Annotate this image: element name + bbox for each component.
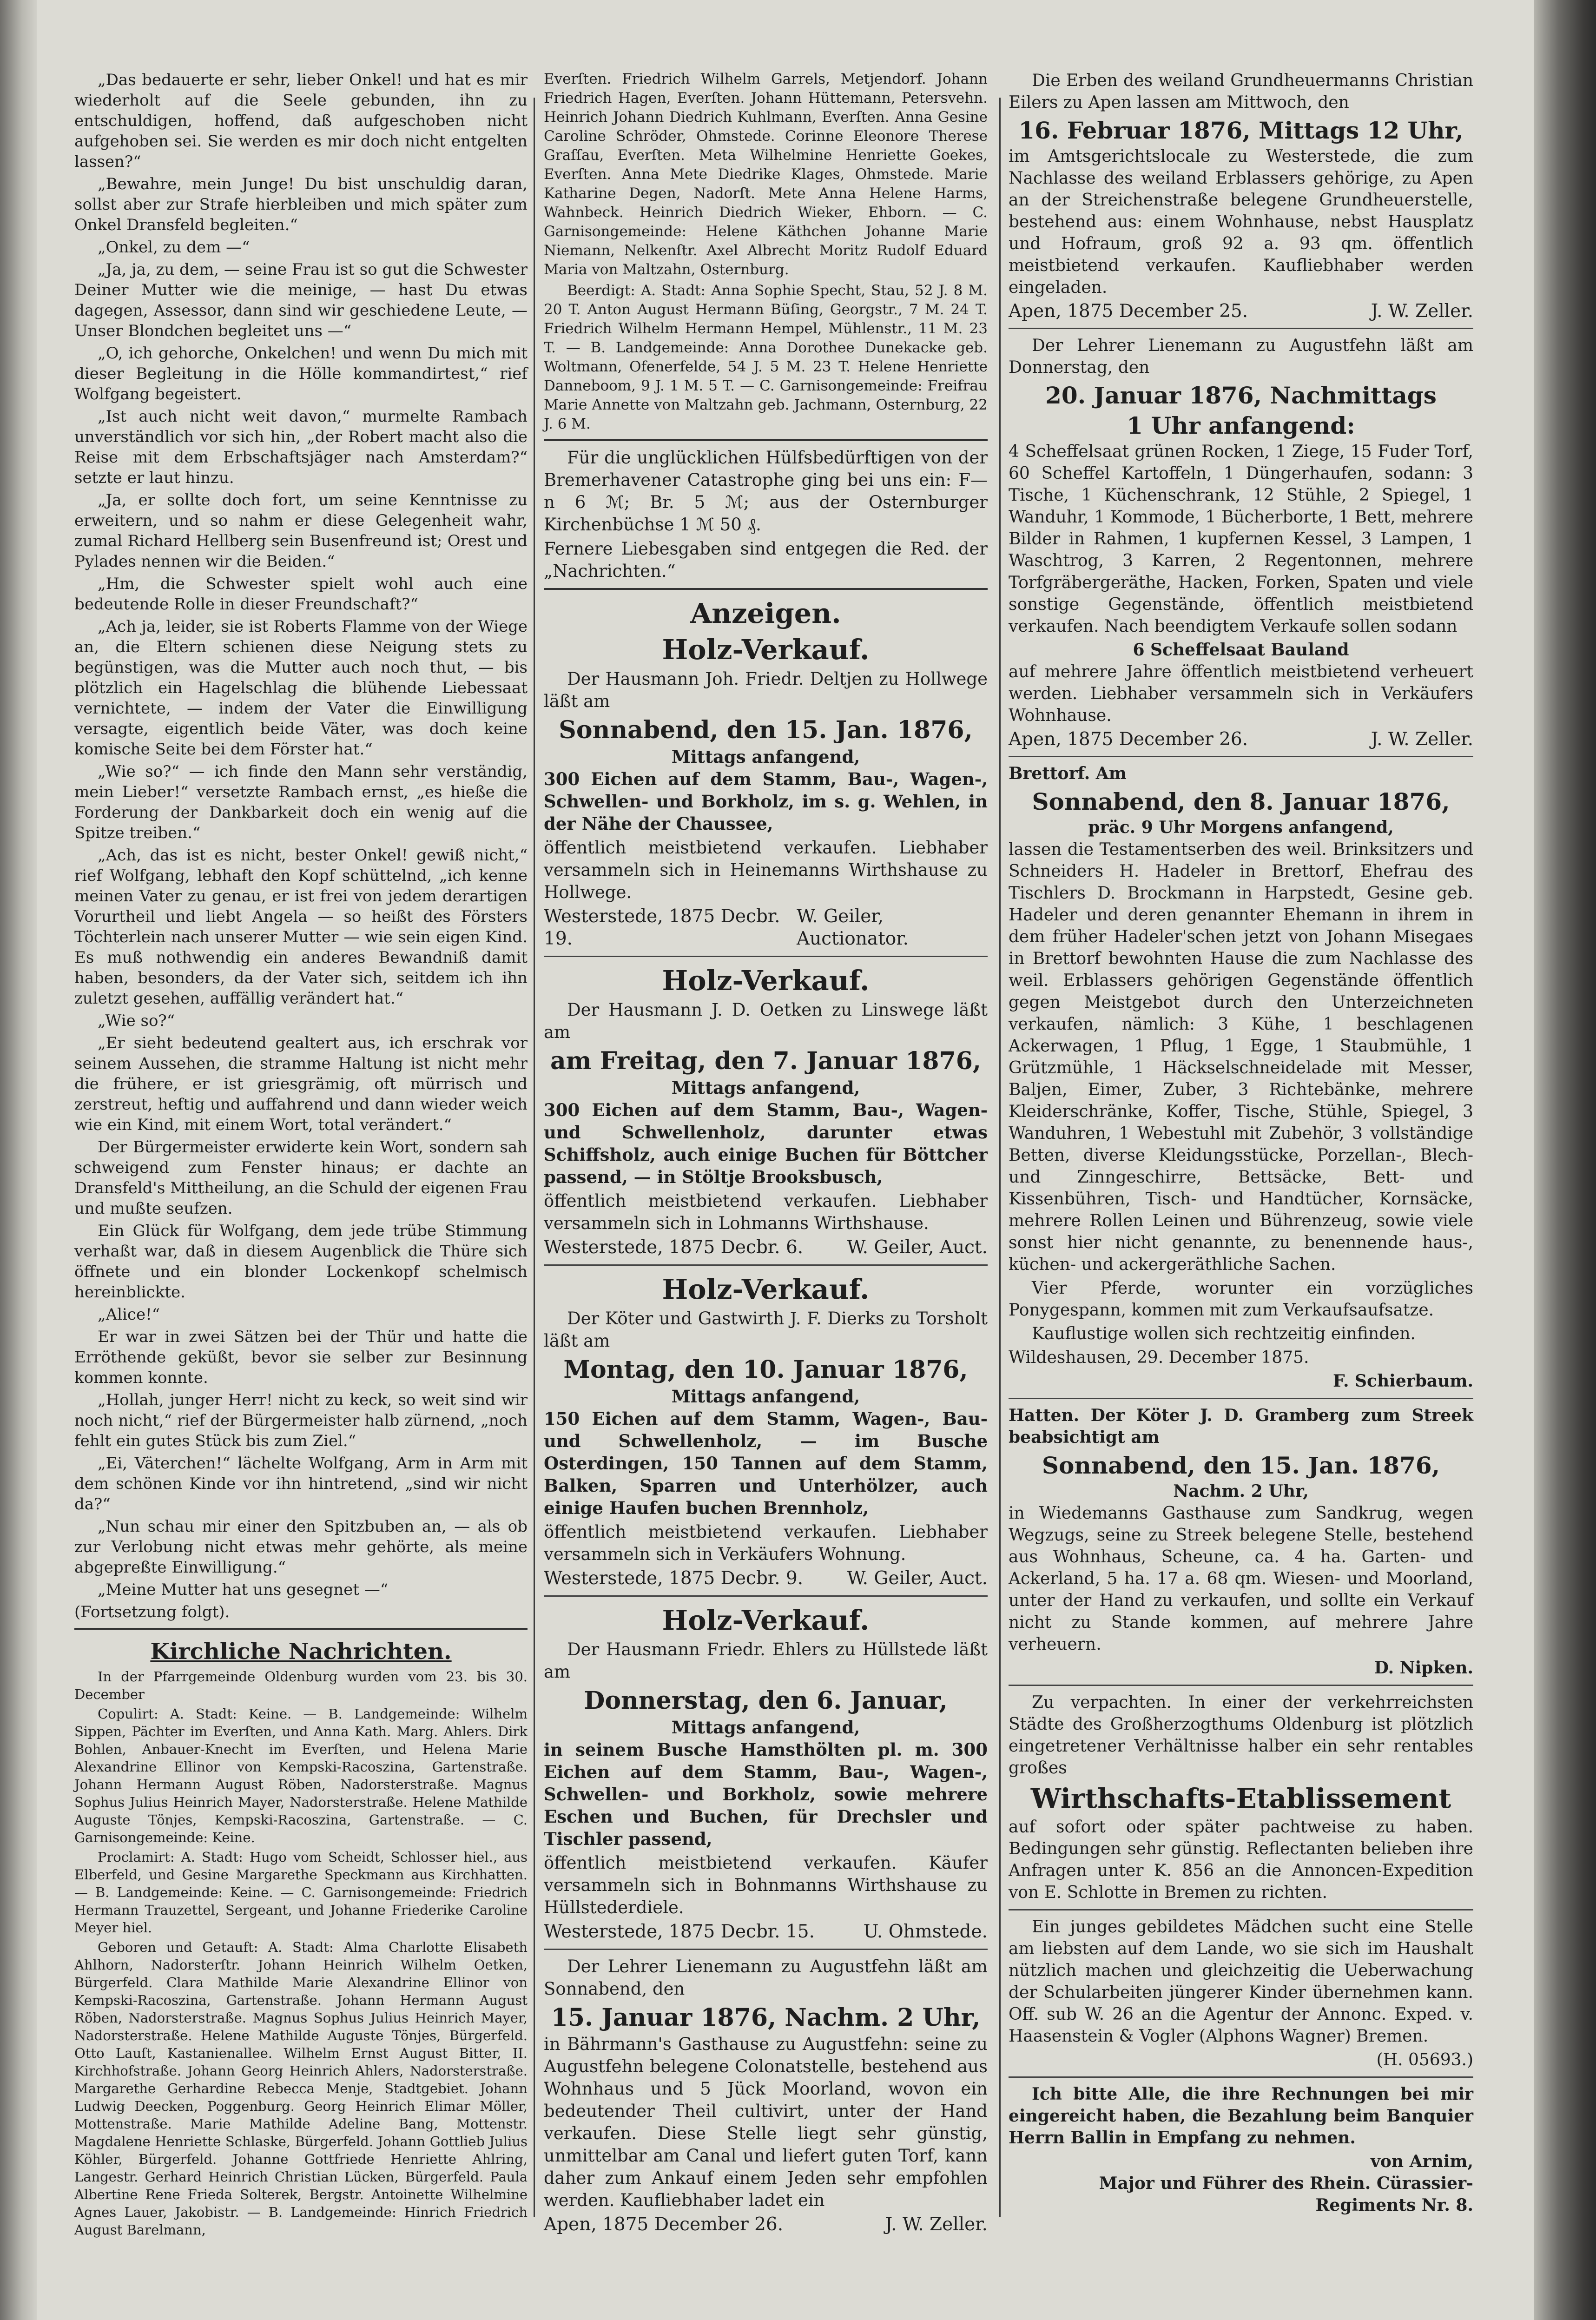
ad-place-date: Apen, 1875 December 25. bbox=[1009, 301, 1248, 322]
ad-time: 1 Uhr anfangend: bbox=[1127, 412, 1355, 439]
ad-goods: in seinem Busche Hamsthölten pl. m. 300 Eichen auf dem Stamm, Bau-, Wagen-, Schwellen- und Borkholz, sowie mehrere Eschen und Buchen, für Drechsler und Tischler passend, bbox=[544, 1739, 988, 1849]
story-paragraph: „Wie so?“ — ich finde den Mann sehr verständig, mein Lieber!“ versetzte Rambach ernst, „es hieße die Forderung der Dankbarkeit doch ein wenig auf die Spitze treiben.“ bbox=[74, 762, 528, 842]
ad-signature: D. Nipken. bbox=[1374, 1658, 1473, 1678]
ad-signature: W. Geiler, Auct. bbox=[847, 1237, 988, 1258]
ad-separator bbox=[1009, 1909, 1473, 1910]
ad-goods: 300 Eichen auf dem Stamm, Bau-, Wagen-, Schwellen- und Borkholz, im s. g. Wehlen, in der Nähe der Chaussee, bbox=[544, 769, 988, 834]
column-rule bbox=[534, 98, 535, 2217]
ad-intro: Der Hausmann Friedr. Ehlers zu Hüllstede läßt am bbox=[544, 1639, 988, 1682]
ad-place-date: Apen, 1875 December 26. bbox=[544, 2214, 784, 2235]
ad-code: (H. 05693.) bbox=[1376, 2050, 1473, 2069]
ad-title: Holz-Verkauf. bbox=[662, 1604, 870, 1636]
ad-body: Ein junges gebildetes Mädchen sucht eine Stelle am liebsten auf dem Lande, wo sie sich im Haushalt nützlich machen und gleichzeitig die Ueberwachung der Schularbeiten jüngerer Kinder übernehmen kann. Off. sub W. 26 an die Agentur der Annonc. Exped. v. Haasenstein & Vogler (Alphons Wagner) Bremen. bbox=[1009, 1917, 1473, 2046]
section-rule bbox=[544, 588, 988, 590]
ad-body: öffentlich meistbietend verkaufen. Liebhaber versammeln sich in Heinemanns Wirthshause zu Hollwege. bbox=[544, 838, 988, 902]
ad-date: Donnerstag, den 6. Januar, bbox=[584, 1686, 948, 1715]
ad-time: Mittags anfangend, bbox=[671, 1386, 860, 1407]
ad-body: im Amtsgerichtslocale zu Westerstede, die zum Nachlasse des weiland Erblassers gehörige, zu Apen an der Streichenstraße belegene Grundheuerstelle, bestehend aus: einem Wohnhause, nebst Hausplatz und Hofraum, groß 92 a. 93 qm. öffentlich meistbietend verkaufen. Kaufliebhaber werden eingeladen. bbox=[1009, 147, 1473, 297]
ad-body: öffentlich meistbietend verkaufen. Liebhaber versammeln sich in Verkäufers Wohnung. bbox=[544, 1522, 988, 1564]
ad-eilers-grundheuerstelle bbox=[1009, 70, 1473, 322]
ad-separator bbox=[1009, 2076, 1473, 2078]
story-paragraph: „Wie so?“ bbox=[98, 1011, 175, 1030]
donation-footer: Fernere Liebesgaben sind entgegen die Red. der „Nachrichten.“ bbox=[544, 539, 988, 581]
section-rule bbox=[544, 439, 988, 441]
church-paragraph: Copulirt: A. Stadt: Keine. — B. Landgemeinde: Wilhelm Sippen, Pächter im Everſten, und Anna Kath. Marg. Ahlers. Dirk Bohlen, Anbauer-Knecht im Everſten, und Helena Marie Alexandrine Ellinor von Kempski-Racoszina, Gartenstraße. Johann Hermann August Röben, Nadorsterstraße. Magnus Sophus Julius Heinrich Mayer, Nadorsterstraße. Helene Mathilde Auguste Tönjes, Kempski-Racoszina, Gartenstraße. — C. Garnisongemeinde: Keine. bbox=[74, 1706, 528, 1845]
ad-body-2: auf mehrere Jahre öffentlich meistbietend verheuert werden. Liebhaber versammeln sich in Verkäufers Wohnhause. bbox=[1009, 662, 1473, 725]
ad-signature: J. W. Zeller. bbox=[1371, 301, 1473, 322]
ad-separator bbox=[544, 1595, 988, 1597]
church-paragraph: Everſten. Friedrich Wilhelm Garrels, Metjendorf. Johann Friedrich Hagen, Everſten. Johann Hüttemann, Petersvehn. Heinrich Johann Diedrich Kuhlmann, Everſten. Anna Gesine Caroline Schröder, Ohmstede. Corinne Eleonore Therese Graſſau, Everſten. Meta Wilhelmine Henriette Goekes, Everſten. Anna Mete Diedrike Klages, Ohmstede. Marie Katharine Degen, Nadorſt. Mete Anna Helene Harms, Wahnbeck. Heinrich Diedrich Wieker, Ehborn. — C. Garnisongemeinde: Helene Käthchen Johanne Marie Niemann, Nelkenſtr. Axel Albrecht Moritz Rudolf Eduard Maria von Maltzahn, Osternburg. bbox=[544, 71, 988, 278]
ad-body: 4 Scheffelsaat grünen Rocken, 1 Ziege, 15 Fuder Torf, 60 Scheffel Kartoffeln, 1 Düngerhaufen, sodann: 3 Tische, 1 Küchenschrank, 12 Stühle, 2 Spiegel, 1 Wanduhr, 1 Kommode, 1 Bücherborte, 1 Bett, mehrere Bilder in Rahmen, 1 kupfernen Kessel, 3 Lampen, 1 Waschtrog, 3 Karren, 2 Regentonnen, mehrere Torfgräbergeräthe, Hacken, Forken, Spaten und viele sonstige Gegenstände, öffentlich meistbietend verkaufen. Nach beendigtem Verkaufe sollen sodann bbox=[1009, 442, 1473, 636]
story-paragraph: „Nun schau mir einer den Spitzbuben an, — als ob zur Verlobung nicht etwas mehr gehörte, als meine abgepreßte Einwilligung.“ bbox=[74, 1517, 528, 1577]
ad-body: Ich bitte Alle, die ihre Rechnungen bei mir eingereicht haben, die Bezahlung beim Banquier Herrn Ballin in Empfang zu nehmen. bbox=[1009, 2084, 1473, 2148]
story-paragraph: Der Bürgermeister erwiderte kein Wort, sondern sah schweigend zum Fenster hinaus; er dachte an Dransfeld's Mittheilung, an die Schuld der eigenen Frau und mußte seufzen. bbox=[74, 1138, 528, 1218]
ad-date: 16. Februar 1876, Mittags 12 Uhr, bbox=[1018, 117, 1464, 144]
ad-goods: 300 Eichen auf dem Stamm, Bau-, Wagen- und Schwellenholz, darunter etwas Schiffsholz, auch einige Buchen für Böttcher passend, — in Stöltje Brooksbusch, bbox=[544, 1100, 988, 1187]
ad-date: Montag, den 10. Januar 1876, bbox=[563, 1355, 968, 1384]
ad-body: in Wiedemanns Gasthause zum Sandkrug, wegen Wegzugs, seine zu Streek belegene Stelle, bestehend aus Wohnhaus, Scheune, ca. 4 ha. Garten- und Ackerland, 5 ha. 17 a. 68 qm. Wiesen- und Moorland, unter der Hand zu verkaufen, und sollte ein Verkauf nicht zu Stande kommen, auf mehrere Jahre verheuern. bbox=[1009, 1504, 1473, 1654]
ad-extra: 6 Scheffelsaat Bauland bbox=[1133, 640, 1349, 660]
ad-von-arnim bbox=[1009, 2083, 1473, 2216]
ads-heading: Anzeigen. bbox=[690, 597, 841, 629]
burials-paragraph: Beerdigt: A. Stadt: Anna Sophie Specht, Stau, 52 J. 8 M. 20 T. Anton August Hermann Büſing, Georgstr., 7 M. 24 T. Friedrich Wilhelm Hermann Hempel, Mühlenstr., 11 M. 23 T. — B. Landgemeinde: Anna Dorothee Dunekacke geb. Woltmann, Ofenerfelde, 54 J. 5 M. 23 T. Helene Henriette Danneboom, 9 J. 1 M. 5 T. — C. Garnisongemeinde: Freifrau Marie Annette von Maltzahn geb. Jachmann, Osternburg, 22 J. 6 M. bbox=[544, 282, 988, 432]
ad-time: präc. 9 Uhr Morgens anfangend, bbox=[1088, 818, 1394, 837]
ad-place-date: Westerstede, 1875 Decbr. 6. bbox=[544, 1237, 804, 1258]
ad-holz-verkauf-3 bbox=[544, 1271, 988, 1590]
ad-signature: J. W. Zeller. bbox=[1371, 729, 1473, 750]
ad-separator bbox=[1009, 756, 1473, 757]
story-paragraph: „Alice!“ bbox=[98, 1305, 160, 1324]
ad-body: auf sofort oder später pachtweise zu haben. Bedingungen sehr günstig. Reflectanten belieben ihre Anfragen unter K. 856 an die Annoncen-Expedition von E. Schlotte in Bremen zu richten. bbox=[1009, 1818, 1473, 1902]
ad-body-2: Kauflustige wollen sich rechtzeitig einfinden. bbox=[1032, 1324, 1416, 1343]
section-rule bbox=[74, 1628, 528, 1630]
story-paragraph: „Ist auch nicht weit davon,“ murmelte Rambach unverständlich vor sich hin, „der Robert macht also die Reise mit dem Erbschaftsjäger nach Amsterdam?“ setzte er laut hinzu. bbox=[74, 407, 528, 487]
ad-separator bbox=[544, 956, 988, 957]
story-paragraph: „Das bedauerte er sehr, lieber Onkel! und hat es mir wiederholt auf die Seele gebunden, ihn zu entschuldigen, hoffend, daß aufgeschoben nicht aufgehoben sei. Sie werden es mir doch nicht entgelten lassen?“ bbox=[74, 71, 528, 171]
story-paragraph: Ein Glück für Wolfgang, dem jede trübe Stimmung verhaßt war, daß in diesem Augenblick die Thüre sich öffnete und ein blonder Lockenkopf schelmisch hereinblickte. bbox=[74, 1222, 528, 1302]
story-paragraph: „Ei, Väterchen!“ lächelte Wolfgang, Arm in Arm mit dem schönen Kinde vor ihn hintretend, „sind wir nicht da?“ bbox=[74, 1454, 528, 1514]
ad-signature: F. Schierbaum. bbox=[1333, 1371, 1473, 1391]
church-news-heading: Kirchliche Nachrichten. bbox=[150, 1639, 452, 1665]
church-news bbox=[74, 1668, 528, 2239]
ad-signature: J. W. Zeller. bbox=[885, 2214, 988, 2235]
ad-goods: 150 Eichen auf dem Stamm, Wagen-, Bau- und Schwellenholz, — im Busche Osterdingen, 150 Tannen auf dem Stamm, Balken, Sparren und Unterhölzer, auch einige Haufen buchen Brennholz, bbox=[544, 1408, 988, 1518]
ad-place-date: Wildeshausen, 29. December 1875. bbox=[1009, 1348, 1309, 1367]
ad-date: am Freitag, den 7. Januar 1876, bbox=[550, 1047, 981, 1075]
ad-body: in Bährmann's Gasthause zu Augustfehn: seine zu Augustfehn belegene Colonatstelle, bestehend aus Wohnhaus und 5 Jück Moorland, wovon ein bedeutender Theil cultivirt, unter der Hand verkaufen. Diese Stelle liegt sehr günstig, unmittelbar am Canal und liefert guten Torf, kann daher zum Ankauf einem Jeden sehr empfohlen werden. Kaufliebhaber ladet ein bbox=[544, 2034, 988, 2210]
continuation-note: (Fortsetzung folgt). bbox=[74, 1603, 230, 1621]
ad-place-date: Westerstede, 1875 Decbr. 9. bbox=[544, 1568, 804, 1589]
ad-place-date: Apen, 1875 December 26. bbox=[1009, 729, 1248, 750]
ad-time: Mittags anfangend, bbox=[671, 1077, 860, 1098]
ad-signature: U. Ohmstede. bbox=[863, 1921, 988, 1942]
story-paragraph: „Ach, das ist es nicht, bester Onkel! gewiß nicht,“ rief Wolfgang, lebhaft den Kopf schüttelnd, „ich kenne meinen Vater zu genau, er ist frei von jedem derartigen Vorurtheil und liebt Angela — so heißt des Försters Töchterlein nach unserer Mutter — wie sein eigen Kind. Es muß nothwendig ein anderes Bewandniß damit haben, besonders, da der Vater sich, seitdem ich ihn zuletzt gesehen, auffällig verändert hat.“ bbox=[74, 846, 528, 1008]
ad-signature: W. Geiler, Auctionator. bbox=[796, 906, 909, 949]
story-paragraph: „O, ich gehorche, Onkelchen! und wenn Du mich mit dieser Begleitung in die Hölle kommandirtest,“ rief Wolfgang begeistert. bbox=[74, 344, 528, 403]
ad-lienemann-auction bbox=[1009, 335, 1473, 750]
ad-body: öffentlich meistbietend verkaufen. Käufer versammeln sich in Bohnmanns Wirthshause zu Hüllstederdiele. bbox=[544, 1853, 988, 1917]
column-1 bbox=[74, 70, 528, 2241]
story-paragraph: „Meine Mutter hat uns gesegnet —“ bbox=[98, 1580, 389, 1599]
ad-place-date: Westerstede, 1875 Decbr. 19. bbox=[544, 906, 780, 949]
ad-holz-verkauf-2 bbox=[544, 963, 988, 1259]
ad-date: Sonnabend, den 8. Januar 1876, bbox=[1032, 788, 1450, 815]
ad-time: Mittags anfangend, bbox=[671, 747, 860, 767]
church-paragraph: Proclamirt: A. Stadt: Hugo vom Scheidt, Schlosser hiel., aus Elberfeld, und Gesine Margarethe Speckmann aus Kirchhatten. — B. Landgemeinde: Keine. — C. Garnisongemeinde: Friedrich Hermann Trauzettel, Sergeant, und Johanne Friederike Caroline Meyer hiel. bbox=[74, 1849, 528, 1936]
binding-edge-right bbox=[1534, 0, 1596, 2320]
ad-signature: von Arnim, bbox=[1370, 2152, 1473, 2171]
ad-title: Holz-Verkauf. bbox=[662, 1273, 870, 1305]
story-paragraph: „Ja, er sollte doch fort, um seine Kenntnisse zu erweitern, und so nahm er diese Gelegenheit wahr, zumal Richard Hellberg sein Busenfreund ist; Orest und Pylades nennen wir die Beiden.“ bbox=[74, 491, 528, 571]
column-3 bbox=[1009, 70, 1473, 2216]
story-paragraph: „Ja, ja, zu dem, — seine Frau ist so gut die Schwester Deiner Mutter wie die meinige, — hast Du etwas dagegen, Assessor, dann sind wir geschiedene Leute, — Unser Blondchen begleitet uns —“ bbox=[74, 260, 528, 340]
story-paragraph: „Hollah, junger Herr! nicht zu keck, so weit sind wir noch nicht,“ rief der Bürgermeister halb zürnend, „noch fehlt ein gutes Stück bis zum Ziel.“ bbox=[74, 1391, 528, 1450]
ad-intro: Der Hausmann Joh. Friedr. Deltjen zu Hollwege läßt am bbox=[544, 669, 988, 711]
binding-edge-left bbox=[0, 0, 37, 2320]
donation-notice: Für die unglücklichen Hülfsbedürftigen von der Bremerhavener Catastrophe ging bei uns ein: F—n 6 ℳ; Br. 5 ℳ; aus der Osternburger Kirchenbüchse 1 ℳ 50 ₰. bbox=[544, 448, 988, 535]
ad-extra: Vier Pferde, worunter ein vorzügliches Ponygespann, kommen mit zum Verkaufsaufsatze. bbox=[1009, 1279, 1473, 1320]
ad-brettorf-auction bbox=[1009, 763, 1473, 1392]
ad-separator bbox=[1009, 328, 1473, 329]
ad-wirthschafts-etablissement bbox=[1009, 1692, 1473, 1904]
ad-intro: Die Erben des weiland Grundheuermanns Christian Eilers zu Apen lassen am Mittwoch, den bbox=[1009, 71, 1473, 112]
ad-holz-verkauf-4 bbox=[544, 1602, 988, 1943]
ad-place-date: Westerstede, 1875 Decbr. 15. bbox=[544, 1921, 815, 1942]
story-paragraph: „Bewahre, mein Junge! Du bist unschuldig daran, sollst aber zur Strafe hierbleiben und mich später zum Onkel Dransfeld begleiten.“ bbox=[74, 175, 528, 234]
ad-intro: Hatten. Der Köter J. D. Gramberg zum Streek beabsichtigt am bbox=[1009, 1406, 1473, 1447]
ad-intro: Der Lehrer Lienemann zu Augustfehn läßt am Donnerstag, den bbox=[1009, 336, 1473, 377]
ad-signature-title: Major und Führer des Rhein. Cürassier-Regiments Nr. 8. bbox=[1099, 2174, 1473, 2215]
ad-time: Nachm. 2 Uhr, bbox=[1173, 1481, 1309, 1501]
ad-intro: Der Hausmann J. D. Oetken zu Linswege läßt am bbox=[544, 1000, 988, 1042]
ad-separator bbox=[1009, 1685, 1473, 1686]
ad-date: 15. Januar 1876, Nachm. 2 Uhr, bbox=[551, 2003, 981, 2032]
ad-date: Sonnabend, den 15. Jan. 1876, bbox=[1042, 1452, 1440, 1479]
ad-time: Mittags anfangend, bbox=[671, 1717, 860, 1738]
ad-intro: Zu verpachten. In einer der verkehrreichsten Städte des Großherzogthums Oldenburg ist plötzlich eingetretener Verhältnisse halber ein sehr rentables großes bbox=[1009, 1693, 1473, 1778]
ad-separator bbox=[544, 1949, 988, 1950]
ad-intro: Brettorf. Am bbox=[1009, 764, 1127, 783]
ad-title: Holz-Verkauf. bbox=[662, 965, 870, 997]
column-2 bbox=[544, 70, 988, 2236]
ad-title: Holz-Verkauf. bbox=[662, 634, 870, 666]
serial-story bbox=[74, 70, 528, 1622]
story-paragraph: Er war in zwei Sätzen bei der Thür und hatte die Erröthende geküßt, bevor sie selber zur Besinnung kommen konnte. bbox=[74, 1328, 528, 1387]
ad-body: öffentlich meistbietend verkaufen. Liebhaber versammeln sich in Lohmanns Wirthshause. bbox=[544, 1191, 988, 1233]
story-paragraph: „Er sieht bedeutend gealtert aus, ich erschrak vor seinem Aussehen, die stramme Haltung ist nicht mehr die frühere, er ist griesgrämig, oft mürrisch und zerstreut, heftig und auffahrend und dann wieder weich wie ein Kind, mit einem Wort, total verändert.“ bbox=[74, 1034, 528, 1134]
ad-signature: W. Geiler, Auct. bbox=[847, 1568, 988, 1589]
ad-separator bbox=[1009, 1398, 1473, 1399]
ad-separator bbox=[544, 1264, 988, 1266]
church-news-continued bbox=[544, 70, 988, 434]
story-paragraph: „Hm, die Schwester spielt wohl auch eine bedeutende Rolle in dieser Freundschaft?“ bbox=[74, 575, 528, 614]
ad-date: Sonnabend, den 15. Jan. 1876, bbox=[559, 716, 973, 744]
story-paragraph: „Ach ja, leider, sie ist Roberts Flamme von der Wiege an, die Eltern schienen diese Neigung stets zu begünstigen, was die Mutter auch noch thut, — bis plötzlich ein Hagelschlag die blühende Liebessaat vernichtete, — indem der Vater die Einwilligung versagte, eigentlich beide Väter, was doch keine komische Seite bei dem Förster hat.“ bbox=[74, 617, 528, 759]
ad-intro: Der Lehrer Lienemann zu Augustfehn läßt am Sonnabend, den bbox=[544, 1956, 988, 1999]
ad-hatten-stelle bbox=[1009, 1405, 1473, 1679]
ad-title: Wirthschafts-Etablissement bbox=[1030, 1783, 1451, 1814]
ad-holz-verkauf-1 bbox=[544, 632, 988, 950]
story-paragraph: „Onkel, zu dem —“ bbox=[98, 238, 250, 257]
church-paragraph: In der Pfarrgemeinde Oldenburg wurden vom 23. bis 30. December bbox=[74, 1669, 528, 1702]
ad-body: lassen die Testamentserben des weil. Brinksitzers und Schneiders H. Hadeler in Brettorf, Ehefrau des Tischlers D. Brockmann in Harpstedt, Gesine geb. Hadeler und deren genannter Ehemann in ihrem in dem früher Hadeler'schen jetzt von Johann Misegaes in Brettorf bewohnten Hause die zum Nachlasse des weil. Erblassers gehörigen Gegenstände öffentlich gegen Meistgebot durch den Unterzeichneten verkaufen, nämlich: 3 Kühe, 1 beschlagenen Ackerwagen, 1 Pflug, 1 Egge, 1 Staubmühle, 1 Grützmühle, 1 Häckselschneidelade mit Messer, Baljen, Eimer, Zuber, 3 Richtebänke, mehrere Kleiderschränke, Koffer, Tische, Stühle, Spiegel, 3 Wanduhren, 1 Webestuhl mit Zubehör, 3 vollständige Betten, diverse Kleidungsstücke, Porzellan-, Blech- und Zinngeschirre, Bettsäcke, Bett- und Kissenbühren, Tisch- und Handtücher, Kornsäcke, mehrere Rollen Leinen und Bührenzeug, sowie viele sonst hier nicht genannte, zu benennende haus-, küchen- und ackergeräthliche Sachen. bbox=[1009, 840, 1473, 1274]
column-rule bbox=[999, 98, 1001, 2217]
ad-position-wanted bbox=[1009, 1916, 1473, 2071]
ad-intro: Der Köter und Gastwirth J. F. Dierks zu Torsholt läßt am bbox=[544, 1309, 988, 1351]
ad-lienemann-colonatstelle bbox=[544, 1956, 988, 2236]
ad-date: 20. Januar 1876, Nachmittags bbox=[1045, 382, 1437, 409]
church-paragraph: Geboren und Getauft: A. Stadt: Alma Charlotte Elisabeth Ahlhorn, Nadorsterſtr. Johann Heinrich Wilhelm Oetken, Bürgerfeld. Clara Mathilde Marie Alexandrine Ellinor von Kempski-Racoszina, Gartenstraße. Johann Hermann August Röben, Nadorsterstraße. Magnus Sophus Julius Heinrich Mayer, Nadorsterstraße. Helene Mathilde Auguste Tönjes, Bürgerfeld. Otto Lauſt, Kastanienallee. Wilhelm Ernst August Bitter, II. Kirchhofstraße. Johann Georg Heinrich Ahlers, Nadorsterstraße. Margarethe Gerhardine Rebecca Menje, Stadtgebiet. Johann Ludwig Deecken, Poggenburg. Georg Heinrich Elimar Möller, Mottenstraße. Marie Mathilde Adeline Bang, Mottenstr. Magdalene Henriette Schlaske, Bürgerfeld. Johann Gottlieb Julius Köhler, Bürgerfeld. Johanne Gottfriede Henriette Ahlring, Langestr. Gerhard Heinrich Christian Lücken, Bürgerfeld. Paula Albertine Rene Frieda Solterek, Bergstr. Antoinette Wilhelmine Agnes Lauer, Jakobistr. — B. Landgemeinde: Hinrich Friedrich August Barelmann, bbox=[74, 1939, 528, 2238]
